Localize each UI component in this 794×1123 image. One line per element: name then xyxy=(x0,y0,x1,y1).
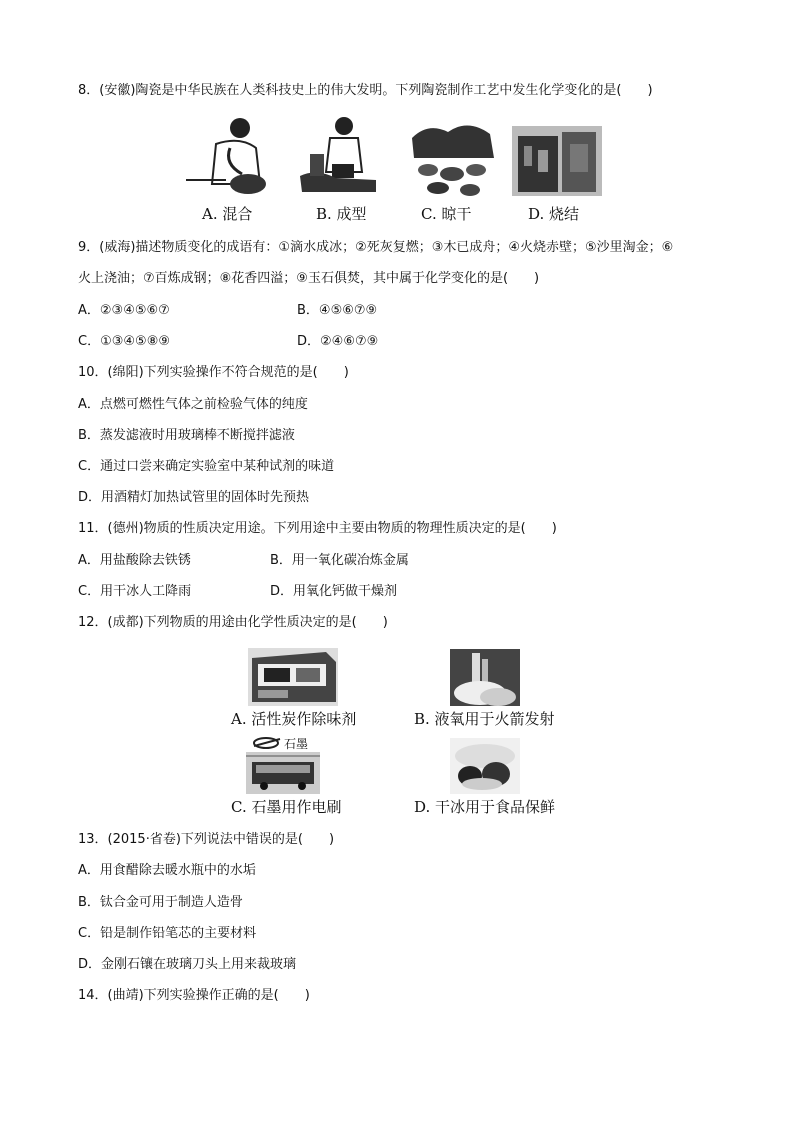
q12-caption-b: B. 液氧用于火箭发射 xyxy=(414,710,555,728)
graphite-logo-icon xyxy=(252,736,282,750)
q10-text: 10．(绵阳)下列实验操作不符合规范的是( ) xyxy=(78,365,349,380)
q9-option-d: D．②④⑥⑦⑨ xyxy=(297,334,379,349)
q9-option-b: B．④⑤⑥⑦⑨ xyxy=(297,303,378,318)
q11-option-a: A．用盐酸除去铁锈 xyxy=(78,553,191,568)
q8-caption-c: C. 晾干 xyxy=(421,205,472,223)
q8-caption-d: D. 烧结 xyxy=(528,205,580,223)
sintering-image xyxy=(512,126,602,196)
q10-option-c: C．通过口尝来确定实验室中某种试剂的味道 xyxy=(78,459,335,474)
q9-option-c: C．①③④⑤⑧⑨ xyxy=(78,334,171,349)
q12-text: 12．(成都)下列物质的用途由化学性质决定的是( ) xyxy=(78,615,388,630)
dry-ice-food-image xyxy=(450,738,520,794)
q12-caption-a: A. 活性炭作除味剂 xyxy=(231,710,357,728)
q8-caption-b: B. 成型 xyxy=(316,205,367,223)
q8-caption-a: A. 混合 xyxy=(202,205,253,223)
q9-option-a: A．②③④⑤⑥⑦ xyxy=(78,303,170,318)
q11-option-b: B．用一氧化碳冶炼金属 xyxy=(270,553,409,568)
activated-carbon-image xyxy=(248,648,338,706)
q13-text: 13．(2015·省卷)下列说法中错误的是( ) xyxy=(78,832,335,847)
rocket-launch-image xyxy=(450,649,520,706)
q11-text: 11．(德州)物质的性质决定用途。下列用途中主要由物质的物理性质决定的是( ) xyxy=(78,521,557,536)
q11-option-c: C．用干冰人工降雨 xyxy=(78,584,192,599)
q8-text: 8．(安徽)陶瓷是中华民族在人类科技史上的伟大发明。下列陶瓷制作工艺中发生化学变化的是( ) xyxy=(78,83,653,98)
q12-caption-c: C. 石墨用作电刷 xyxy=(231,798,342,816)
electric-bus-image xyxy=(246,752,320,794)
q9-text-line1: 9．(威海)描述物质变化的成语有：①滴水成冰；②死灰复燃；③木已成舟；④火烧赤壁；⑤沙里淘金；⑥ xyxy=(78,240,674,255)
q13-option-c: C．铅是制作铅笔芯的主要材料 xyxy=(78,926,257,941)
q10-option-a: A．点燃可燃性气体之前检验气体的纯度 xyxy=(78,397,308,412)
q11-option-d: D．用氧化钙做干燥剂 xyxy=(270,584,398,599)
q13-option-d: D．金刚石镶在玻璃刀头上用来裁玻璃 xyxy=(78,957,297,972)
drying-image xyxy=(408,118,498,200)
q10-option-b: B．蒸发滤液时用玻璃棒不断搅拌滤液 xyxy=(78,428,295,443)
mixing-image xyxy=(186,114,278,200)
q9-text-line2: 火上浇油；⑦百炼成钢；⑧花香四溢；⑨玉石俱焚，其中属于化学变化的是( ) xyxy=(78,271,540,286)
graphite-label: 石墨 xyxy=(284,737,309,751)
q13-option-b: B．钛合金可用于制造人造骨 xyxy=(78,895,243,910)
q10-option-d: D．用酒精灯加热试管里的固体时先预热 xyxy=(78,490,310,505)
q14-text: 14．(曲靖)下列实验操作正确的是( ) xyxy=(78,988,310,1003)
q13-option-a: A．用食醋除去暖水瓶中的水垢 xyxy=(78,863,256,878)
q12-caption-d: D. 干冰用于食品保鲜 xyxy=(414,798,556,816)
shaping-image xyxy=(296,114,386,200)
